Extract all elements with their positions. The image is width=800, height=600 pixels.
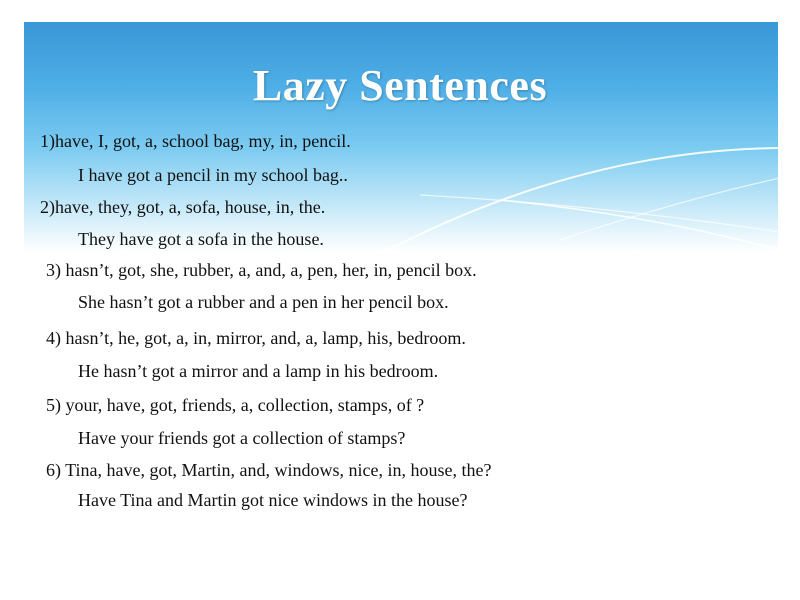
item-5-prompt: 5) your, have, got, friends, a, collection, stamps, of ? <box>46 395 425 415</box>
item-4-answer: He hasn’t got a mirror and a lamp in his bedroom. <box>78 361 439 381</box>
item-6-answer: Have Tina and Martin got nice windows in the house? <box>78 490 468 510</box>
item-1-prompt: 1)have, I, got, a, school bag, my, in, pencil. <box>40 131 351 151</box>
item-1-answer: I have got a pencil in my school bag.. <box>78 165 348 185</box>
slide-title: Lazy Sentences <box>252 61 548 110</box>
item-4-prompt: 4) hasn’t, he, got, a, in, mirror, and, a, lamp, his, bedroom. <box>46 328 466 348</box>
item-5-answer: Have your friends got a collection of stamps? <box>78 428 406 448</box>
item-3-prompt: 3) hasn’t, got, she, rubber, a, and, a, pen, her, in, pencil box. <box>46 260 477 280</box>
item-3-answer: She hasn’t got a rubber and a pen in her pencil box. <box>78 292 449 312</box>
item-6-prompt: 6) Tina, have, got, Martin, and, windows, nice, in, house, the? <box>46 460 492 480</box>
item-2-answer: They have got a sofa in the house. <box>78 229 324 249</box>
item-2-prompt: 2)have, they, got, a, sofa, house, in, the. <box>40 197 326 217</box>
